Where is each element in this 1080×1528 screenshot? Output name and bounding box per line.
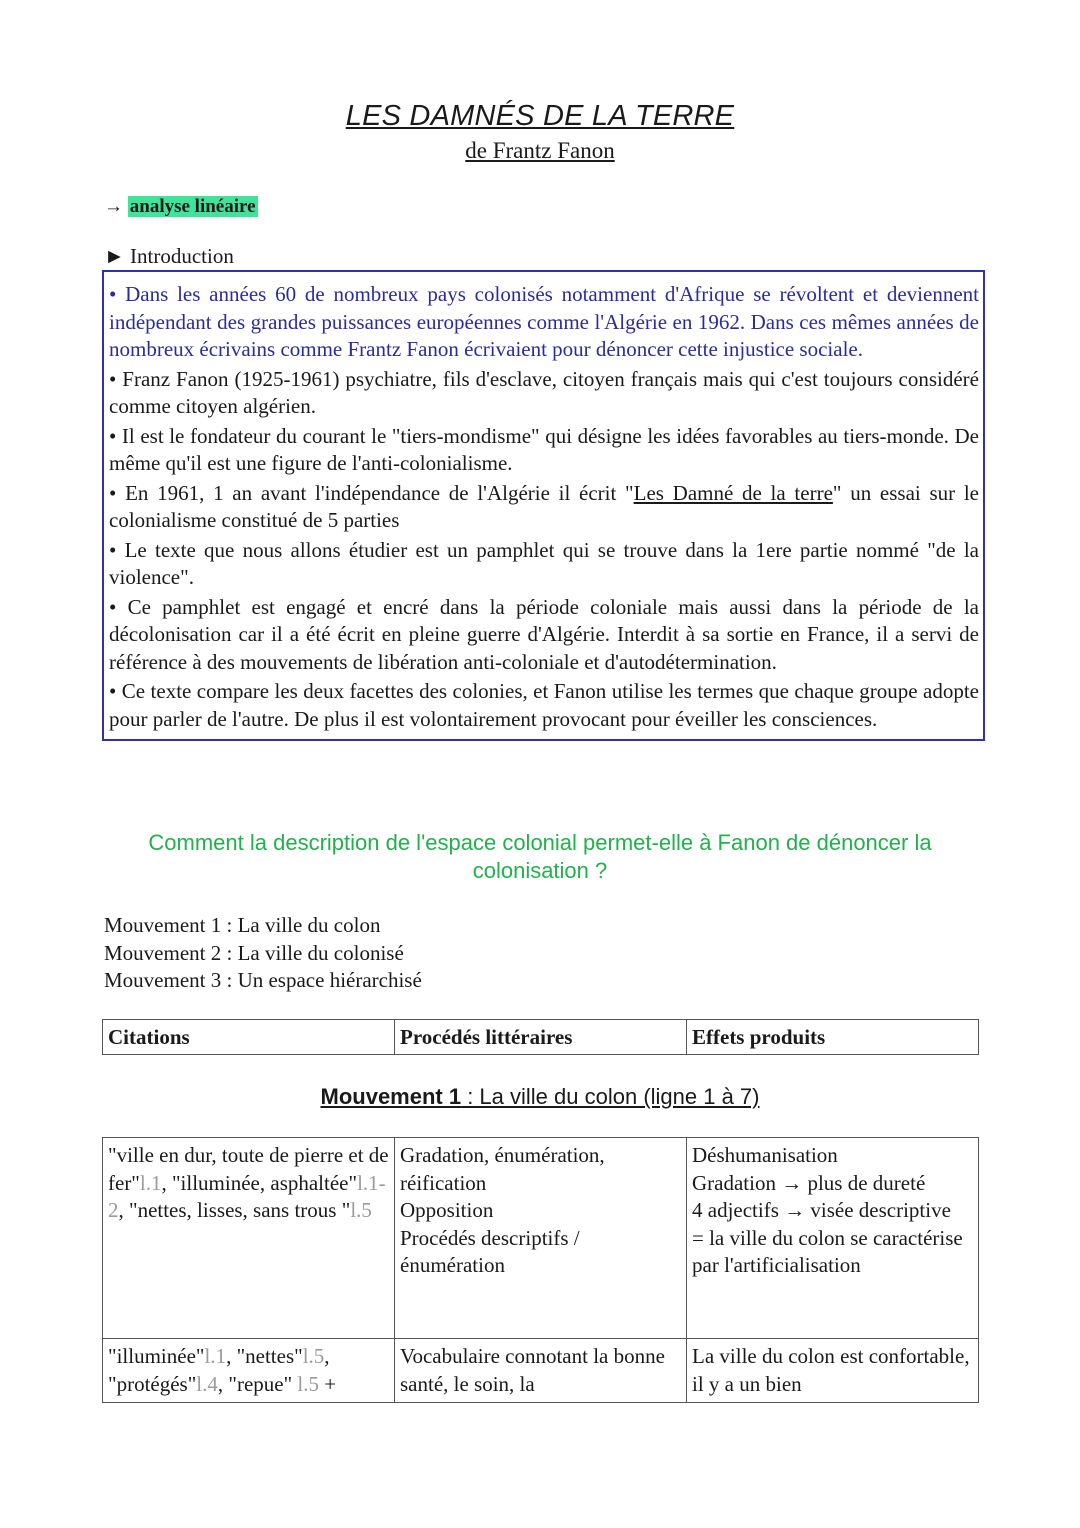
mouvement-item: Mouvement 3 : Un espace hiérarchisé (104, 968, 422, 992)
header-procedes: Procédés littéraires (395, 1020, 687, 1055)
citation-cell: "ville en dur, toute de pierre et de fer"l.1, "illuminée, asphaltée"l.1-2, "nettes, lisses, sans trous "l.5 (103, 1138, 395, 1339)
header-citations: Citations (103, 1020, 395, 1055)
introduction-heading: ► Introduction (104, 244, 234, 268)
mouvement-1-title: Mouvement 1 : La ville du colon (ligne 1 à 7) (320, 1084, 760, 1109)
analysis-table (102, 1137, 979, 1403)
table-row (103, 1339, 979, 1403)
effets-cell: Déshumanisation Gradation → plus de dureté 4 adjectifs → visée descriptive = la ville du colon se caractérise par l'artificialisation (687, 1138, 979, 1339)
intro-paragraph-2: • Franz Fanon (1925-1961) psychiatre, fils d'esclave, citoyen français mais qui c'est toujours considéré comme citoyen algérien. (109, 366, 979, 418)
procedes-cell: Vocabulaire connotant la bonne santé, le soin, la (395, 1339, 687, 1403)
document-title: LES DAMNÉS DE LA TERRE (345, 100, 735, 132)
header-effets: Effets produits (687, 1020, 979, 1055)
procedes-cell: Gradation, énumération, réification Opposition Procédés descriptifs / énumération (395, 1138, 687, 1339)
document-subtitle: de Frantz Fanon (465, 138, 615, 163)
intro-paragraph-5: • Le texte que nous allons étudier est un pamphlet qui se trouve dans la 1ere partie nommé "de la violence". (109, 537, 979, 589)
citation-cell: "illuminée"l.1, "nettes"l.5, "protégés"l.4, "repue" l.5 + (103, 1339, 395, 1403)
mouvement-item: Mouvement 2 : La ville du colonisé (104, 940, 404, 965)
book-title: Les Damné de la terre (633, 480, 833, 505)
effets-cell: La ville du colon est confortable, il y a un bien (687, 1339, 979, 1403)
intro-paragraph-4: • En 1961, 1 an avant l'indépendance de l'Algérie il écrit "Les Damné de la terre" un essai sur le colonialisme constitué de 5 parties (109, 480, 979, 532)
table-row (103, 1138, 979, 1339)
intro-paragraph-7: • Ce texte compare les deux facettes des colonies, et Fanon utilise les termes que chaque groupe adopte pour parler de l'autre. De plus il est volontairement provocant pour éveiller les consciences. (109, 679, 979, 731)
table-header (102, 1019, 979, 1055)
intro-paragraph-6: • Ce pamphlet est engagé et encré dans la période coloniale mais aussi dans la période de la décolonisation car il a été écrit en pleine guerre d'Algérie. Interdit à sa sortie en France, il a servi de référence à des mouvements de libération anti-coloniale et d'autodétermination. (109, 594, 979, 674)
intro-paragraph-1: • Dans les années 60 de nombreux pays colonisés notamment d'Afrique se révoltent et deviennent indépendant des grandes puissances européennes comme l'Algérie en 1962. Dans ces mêmes années de nombreux écrivains comme Frantz Fanon écrivaient pour dénoncer cette injustice sociale. (109, 282, 979, 361)
problematique: Comment la description de l'espace colonial permet-elle à Fanon de dénoncer la colonisation ? (148, 830, 932, 883)
analyse-label: analyse linéaire (129, 196, 256, 217)
mouvement-item: Mouvement 1 : La ville du colon (104, 913, 381, 937)
intro-paragraph-3: • Il est le fondateur du courant le "tiers-mondisme" qui désigne les idées favorables au tiers-monde. De même qu'il est une figure de l'anti-colonialisme. (109, 423, 979, 475)
analyse-line (104, 196, 258, 218)
introduction-box (102, 270, 985, 741)
arrow-icon: → (104, 196, 123, 217)
mouvements-list (104, 912, 422, 995)
